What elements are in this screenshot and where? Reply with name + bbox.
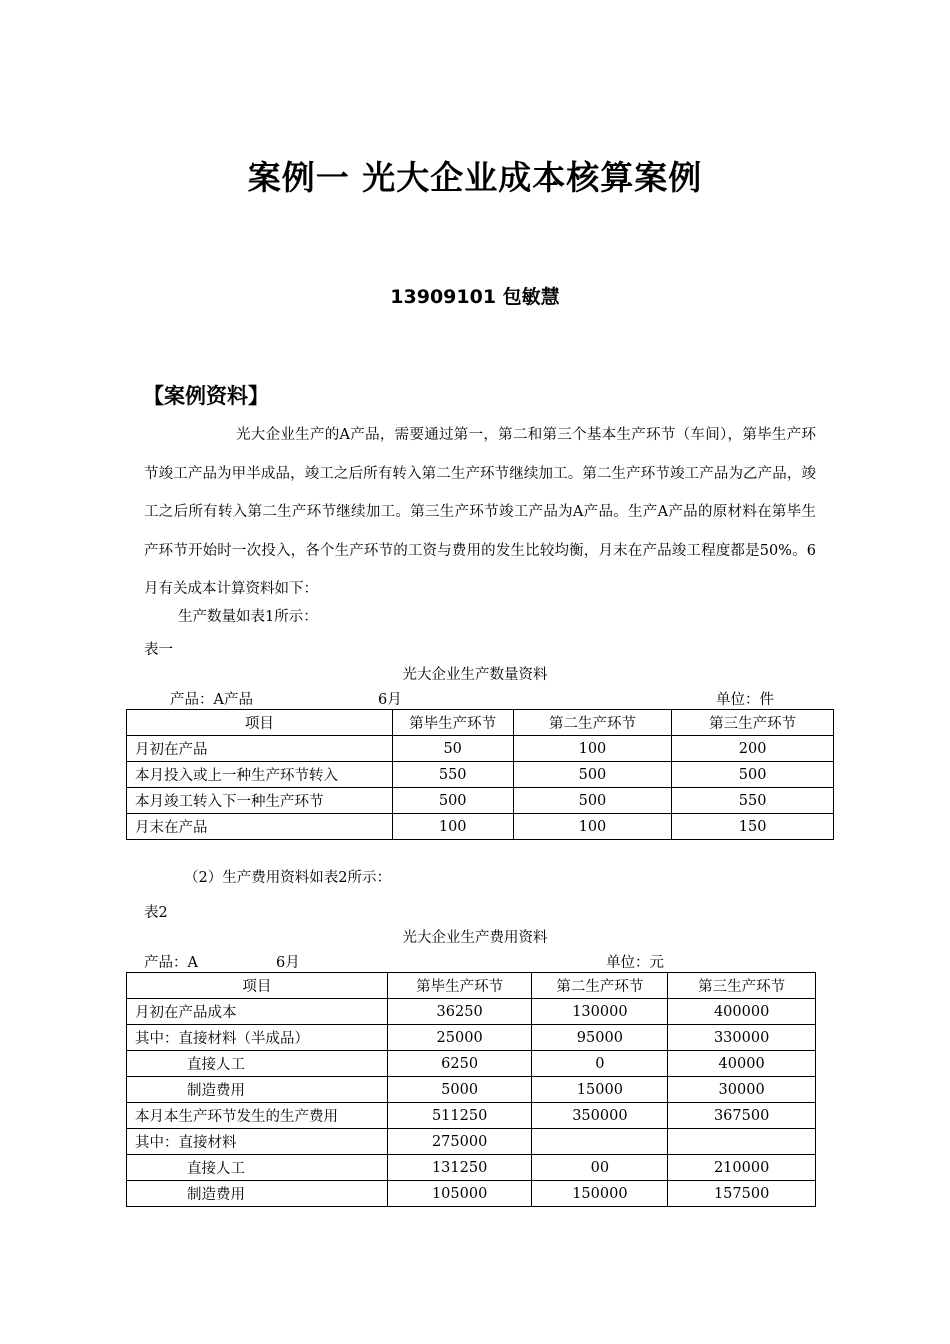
table1-caption: 光大企业生产数量资料 bbox=[402, 667, 548, 683]
row-label: 制造费用 bbox=[127, 1077, 388, 1103]
table-cell: 330000 bbox=[668, 1025, 816, 1051]
table2-intro: （2）生产费用资料如表2所示： bbox=[184, 870, 391, 886]
table-cell: 100 bbox=[513, 736, 672, 762]
table-row bbox=[127, 1155, 816, 1181]
row-label: 月初在产品成本 bbox=[127, 999, 388, 1025]
production-cost-table bbox=[126, 972, 816, 1207]
table-cell: 150000 bbox=[532, 1181, 668, 1207]
table-cell: 400000 bbox=[668, 999, 816, 1025]
header-cell: 第毕生产环节 bbox=[392, 710, 513, 736]
table-cell: 150 bbox=[672, 814, 834, 840]
header-cell: 第三生产环节 bbox=[668, 973, 816, 999]
document-title: 案例一 光大企业成本核算案例 bbox=[247, 158, 703, 197]
table-cell bbox=[532, 1129, 668, 1155]
table-row bbox=[127, 814, 834, 840]
table-cell: 500 bbox=[513, 788, 672, 814]
table-row bbox=[127, 1129, 816, 1155]
table-cell: 15000 bbox=[532, 1077, 668, 1103]
table-cell: 131250 bbox=[387, 1155, 532, 1181]
table-cell: 30000 bbox=[668, 1077, 816, 1103]
section-heading: 【案例资料】 bbox=[143, 384, 269, 408]
table-row bbox=[127, 1025, 816, 1051]
header-cell: 项目 bbox=[127, 973, 388, 999]
table-cell: 367500 bbox=[668, 1103, 816, 1129]
row-label: 直接人工 bbox=[127, 1051, 388, 1077]
table-cell: 36250 bbox=[387, 999, 532, 1025]
table-cell: 550 bbox=[392, 762, 513, 788]
table-cell: 25000 bbox=[387, 1025, 532, 1051]
row-label: 本月本生产环节发生的生产费用 bbox=[127, 1103, 388, 1129]
table2-product: 产品：A bbox=[144, 955, 198, 971]
table-cell: 105000 bbox=[387, 1181, 532, 1207]
table-cell: 0 bbox=[532, 1051, 668, 1077]
table-row bbox=[127, 1181, 816, 1207]
header-cell: 第三生产环节 bbox=[672, 710, 834, 736]
table1-intro: 生产数量如表1所示： bbox=[178, 609, 318, 625]
header-cell: 第二生产环节 bbox=[532, 973, 668, 999]
row-label: 本月投入或上一种生产环节转入 bbox=[127, 762, 393, 788]
table-cell: 500 bbox=[513, 762, 672, 788]
table1-unit: 单位：件 bbox=[716, 692, 774, 708]
table-cell: 40000 bbox=[668, 1051, 816, 1077]
table-row bbox=[127, 1103, 816, 1129]
table-cell: 210000 bbox=[668, 1155, 816, 1181]
production-quantity-table bbox=[126, 709, 834, 840]
table-cell: 6250 bbox=[387, 1051, 532, 1077]
table-cell: 500 bbox=[672, 762, 834, 788]
table-row bbox=[127, 788, 834, 814]
table-cell: 550 bbox=[672, 788, 834, 814]
row-label: 本月竣工转入下一种生产环节 bbox=[127, 788, 393, 814]
author-line: 13909101 包敏慧 bbox=[390, 286, 560, 308]
table-cell: 00 bbox=[532, 1155, 668, 1181]
table-cell: 100 bbox=[392, 814, 513, 840]
table-cell bbox=[668, 1129, 816, 1155]
table-cell: 511250 bbox=[387, 1103, 532, 1129]
table-cell: 275000 bbox=[387, 1129, 532, 1155]
row-label: 月初在产品 bbox=[127, 736, 393, 762]
row-label: 制造费用 bbox=[127, 1181, 388, 1207]
case-paragraph: 光大企业生产的A产品，需要通过第一，第二和第三个基本生产环节（车间），第毕生产环节竣工产品为甲半成品，竣工之后所有转入第二生产环节继续加工。第二生产环节竣工产品为乙产品，竣工之后所有转入第二生产环节继续加工。第三生产环节竣工产品为A产品。生产A产品的原材料在第毕生产环节开始时一次投入，各个生产环节的工资与费用的发生比较均衡，月末在产品竣工程度都是50%。6月有关成本计算资料如下： bbox=[144, 427, 816, 597]
table-row bbox=[127, 762, 834, 788]
table-row bbox=[127, 736, 834, 762]
table-cell: 100 bbox=[513, 814, 672, 840]
table-header-row bbox=[127, 973, 816, 999]
table-cell: 350000 bbox=[532, 1103, 668, 1129]
table1-product: 产品：A产品 bbox=[170, 692, 253, 708]
table-header-row bbox=[127, 710, 834, 736]
table2-label: 表2 bbox=[144, 905, 168, 921]
table-cell: 5000 bbox=[387, 1077, 532, 1103]
table-cell: 95000 bbox=[532, 1025, 668, 1051]
table-cell: 200 bbox=[672, 736, 834, 762]
header-cell: 项目 bbox=[127, 710, 393, 736]
header-cell: 第毕生产环节 bbox=[387, 973, 532, 999]
table2-month: 6月 bbox=[276, 955, 300, 971]
table-cell: 500 bbox=[392, 788, 513, 814]
table2-caption: 光大企业生产费用资料 bbox=[402, 930, 548, 946]
row-label: 其中：直接材料 bbox=[127, 1129, 388, 1155]
table-cell: 50 bbox=[392, 736, 513, 762]
table1-month: 6月 bbox=[378, 692, 402, 708]
row-label: 月末在产品 bbox=[127, 814, 393, 840]
row-label: 直接人工 bbox=[127, 1155, 388, 1181]
header-cell: 第二生产环节 bbox=[513, 710, 672, 736]
table-cell: 130000 bbox=[532, 999, 668, 1025]
table-row bbox=[127, 1051, 816, 1077]
table-row bbox=[127, 1077, 816, 1103]
table-cell: 157500 bbox=[668, 1181, 816, 1207]
table1-label: 表一 bbox=[144, 642, 173, 658]
table-row bbox=[127, 999, 816, 1025]
table2-unit: 单位：元 bbox=[606, 955, 664, 971]
row-label: 其中：直接材料（半成品） bbox=[127, 1025, 388, 1051]
